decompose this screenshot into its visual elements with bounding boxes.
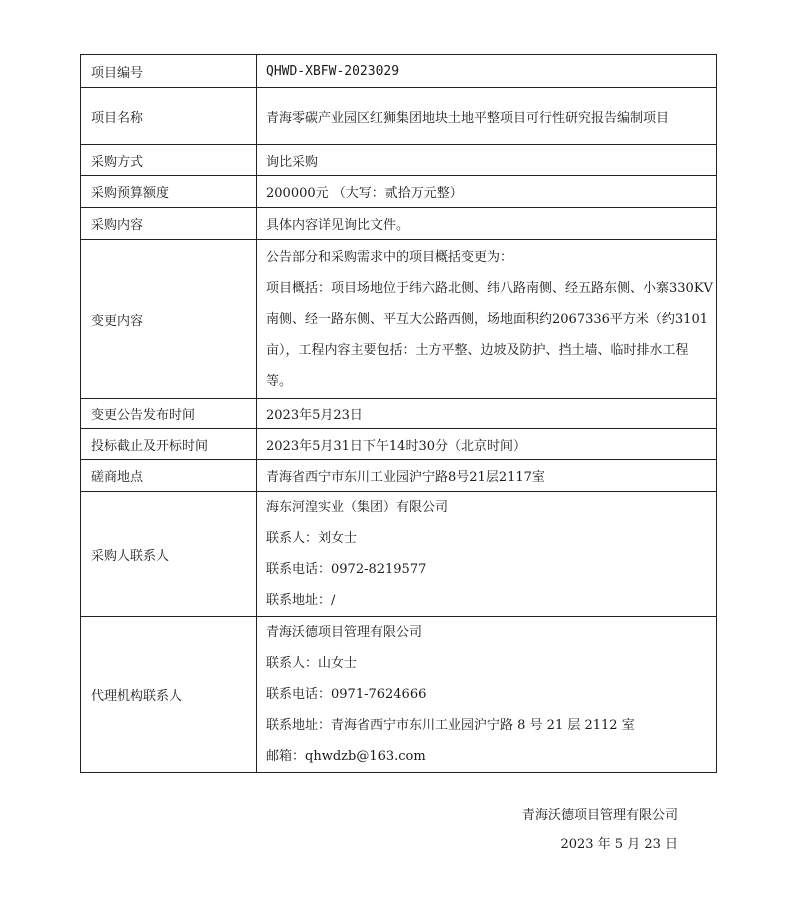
purchaser-phone: 联系电话：0972-8219577: [266, 562, 427, 577]
project-info-table: [80, 54, 717, 773]
value-budget: 200000元 （大写：贰拾万元整）: [257, 176, 717, 208]
agency-company: 青海沃德项目管理有限公司: [266, 625, 423, 640]
change-line: 等。: [266, 373, 293, 389]
row-method: [81, 145, 717, 176]
label-change: 变更内容: [81, 240, 257, 399]
row-budget: [81, 176, 717, 208]
agency-address: 联系地址：青海省西宁市东川工业园沪宁路 8 号 21 层 2112 室: [266, 718, 635, 733]
agency-email: 邮箱：qhwdzb@163.com: [266, 749, 426, 764]
purchaser-contact: 联系人：刘女士: [266, 531, 358, 546]
purchaser-company: 海东河湟实业（集团）有限公司: [266, 500, 449, 515]
row-agency: [81, 617, 717, 773]
change-line: 项目概括：项目场地位于纬六路北侧、纬八路南侧、经五路东侧、小寨330KV: [266, 280, 713, 296]
value-project-name: 青海零碳产业园区红狮集团地块土地平整项目可行性研究报告编制项目: [257, 88, 717, 145]
value-content: 具体内容详见询比文件。: [257, 208, 717, 240]
change-line: 亩），工程内容主要包括：土方平整、边坡及防护、挡土墙、临时排水工程: [266, 342, 689, 358]
value-deadline: 2023年5月31日下午14时30分（北京时间）: [257, 429, 717, 460]
label-purchaser: 采购人联系人: [81, 492, 257, 617]
row-purchaser: [81, 492, 717, 617]
row-publish-time: [81, 399, 717, 429]
purchaser-address: 联系地址：/: [266, 593, 336, 608]
value-change: [257, 240, 717, 399]
label-project-no: 项目编号: [81, 55, 257, 88]
label-method: 采购方式: [81, 145, 257, 176]
value-publish-time: 2023年5月23日: [257, 399, 717, 429]
value-location: 青海省西宁市东川工业园沪宁路8号21层2117室: [257, 460, 717, 492]
row-location: [81, 460, 717, 492]
footer-company: 青海沃德项目管理有限公司: [521, 808, 678, 823]
footer-date: 2023 年 5 月 23 日: [560, 837, 678, 852]
row-change: [81, 240, 717, 399]
row-project-no: [81, 55, 717, 88]
label-project-name: 项目名称: [81, 88, 257, 145]
row-deadline: [81, 429, 717, 460]
agency-phone: 联系电话：0971-7624666: [266, 687, 427, 702]
change-line: 公告部分和采购需求中的项目概括变更为：: [266, 249, 514, 265]
row-project-name: [81, 88, 717, 145]
change-line: 南侧、经一路东侧、平互大公路西侧，场地面积约2067336平方米（约3101: [266, 311, 708, 327]
label-deadline: 投标截止及开标时间: [81, 429, 257, 460]
label-publish-time: 变更公告发布时间: [81, 399, 257, 429]
label-agency: 代理机构联系人: [81, 617, 257, 773]
label-budget: 采购预算额度: [81, 176, 257, 208]
label-location: 磋商地点: [81, 460, 257, 492]
agency-contact: 联系人：山女士: [266, 656, 358, 671]
value-method: 询比采购: [257, 145, 717, 176]
row-content: [81, 208, 717, 240]
value-agency: [257, 617, 717, 773]
label-content: 采购内容: [81, 208, 257, 240]
value-purchaser: [257, 492, 717, 617]
value-project-no: QHWD-XBFW-2023029: [257, 55, 717, 88]
